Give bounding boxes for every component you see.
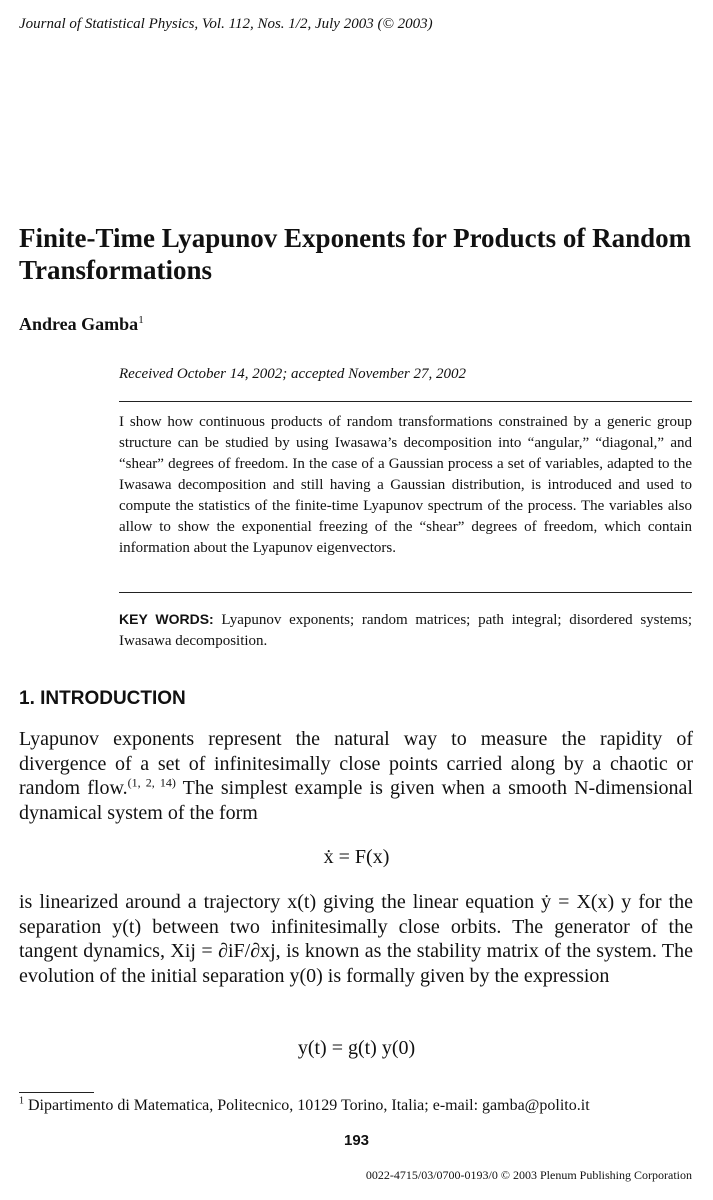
copyright-line: 0022-4715/03/0700-0193/0 © 2003 Plenum Publishing Corporation	[365, 1168, 692, 1182]
author-footnote-mark[interactable]: 1	[138, 314, 144, 326]
journal-header: Journal of Statistical Physics, Vol. 112, Nos. 1/2, July 2003 (© 2003)	[19, 16, 433, 32]
paragraph-1-text: Lyapunov exponents represent the natural way to measure the rapidity of divergence of a set of infinitesimally close points carried along by a chaotic or random flow.	[19, 728, 693, 799]
paragraph-1	[19, 727, 693, 825]
paragraph-2: is linearized around a trajectory x(t) giving the linear equation ẏ = X(x) y for the separation y(t) between two infinitesimally close orbits. The generator of the tangent dynamics, Xij = ∂iF/∂xj, is known as the stability matrix of the system. The evolution of the initial separation y(0) is formally given by the expression	[19, 891, 693, 987]
citation[interactable]: (1, 2, 14)	[127, 775, 176, 790]
equation-1: ẋ = F(x)	[323, 846, 390, 868]
page-number: 193	[343, 1132, 370, 1149]
author-name: Andrea Gamba	[19, 314, 139, 334]
equation-2: y(t) = g(t) y(0)	[297, 1037, 416, 1059]
keywords-label: KEY WORDS:	[119, 611, 214, 627]
footnote-rule	[19, 1092, 94, 1093]
author-line	[19, 314, 144, 335]
footnote	[19, 1097, 590, 1115]
abstract: I show how continuous products of random transformations constrained by a generic group structure can be studied by using Iwasawa’s decomposition into “angular,” “diagonal,” and “shear” degrees of freedom. In the case of a Gaussian process a set of variables, adapted to the Iwasawa decomposition and still having a Gaussian distribution, is introduced and used to compute the statistics of the finite-time Lyapunov spectrum of the process. The variables also allow to show the exponential freezing of the “shear” degrees of freedom, which contain information about the Lyapunov eigenvectors.	[119, 414, 692, 556]
article-title: Finite-Time Lyapunov Exponents for Products of Random Transformations	[19, 223, 692, 285]
abstract-top-rule	[119, 401, 692, 402]
abstract-bottom-rule	[119, 592, 692, 593]
paragraph-1-continued: The simplest example is given when a smooth N-dimensional dynamical system of the form	[19, 777, 693, 824]
footnote-text: Dipartimento di Matematica, Politecnico, 10129 Torino, Italia; e-mail: gamba@polito.it	[24, 1097, 590, 1114]
received-date: Received October 14, 2002; accepted November 27, 2002	[119, 366, 466, 382]
keywords	[119, 609, 692, 652]
keywords-list: Lyapunov exponents; random matrices; path integral; disordered systems; Iwasawa decomposition.	[119, 612, 692, 649]
footnote-mark: 1	[19, 1095, 24, 1107]
section-heading: 1. INTRODUCTION	[19, 688, 186, 709]
